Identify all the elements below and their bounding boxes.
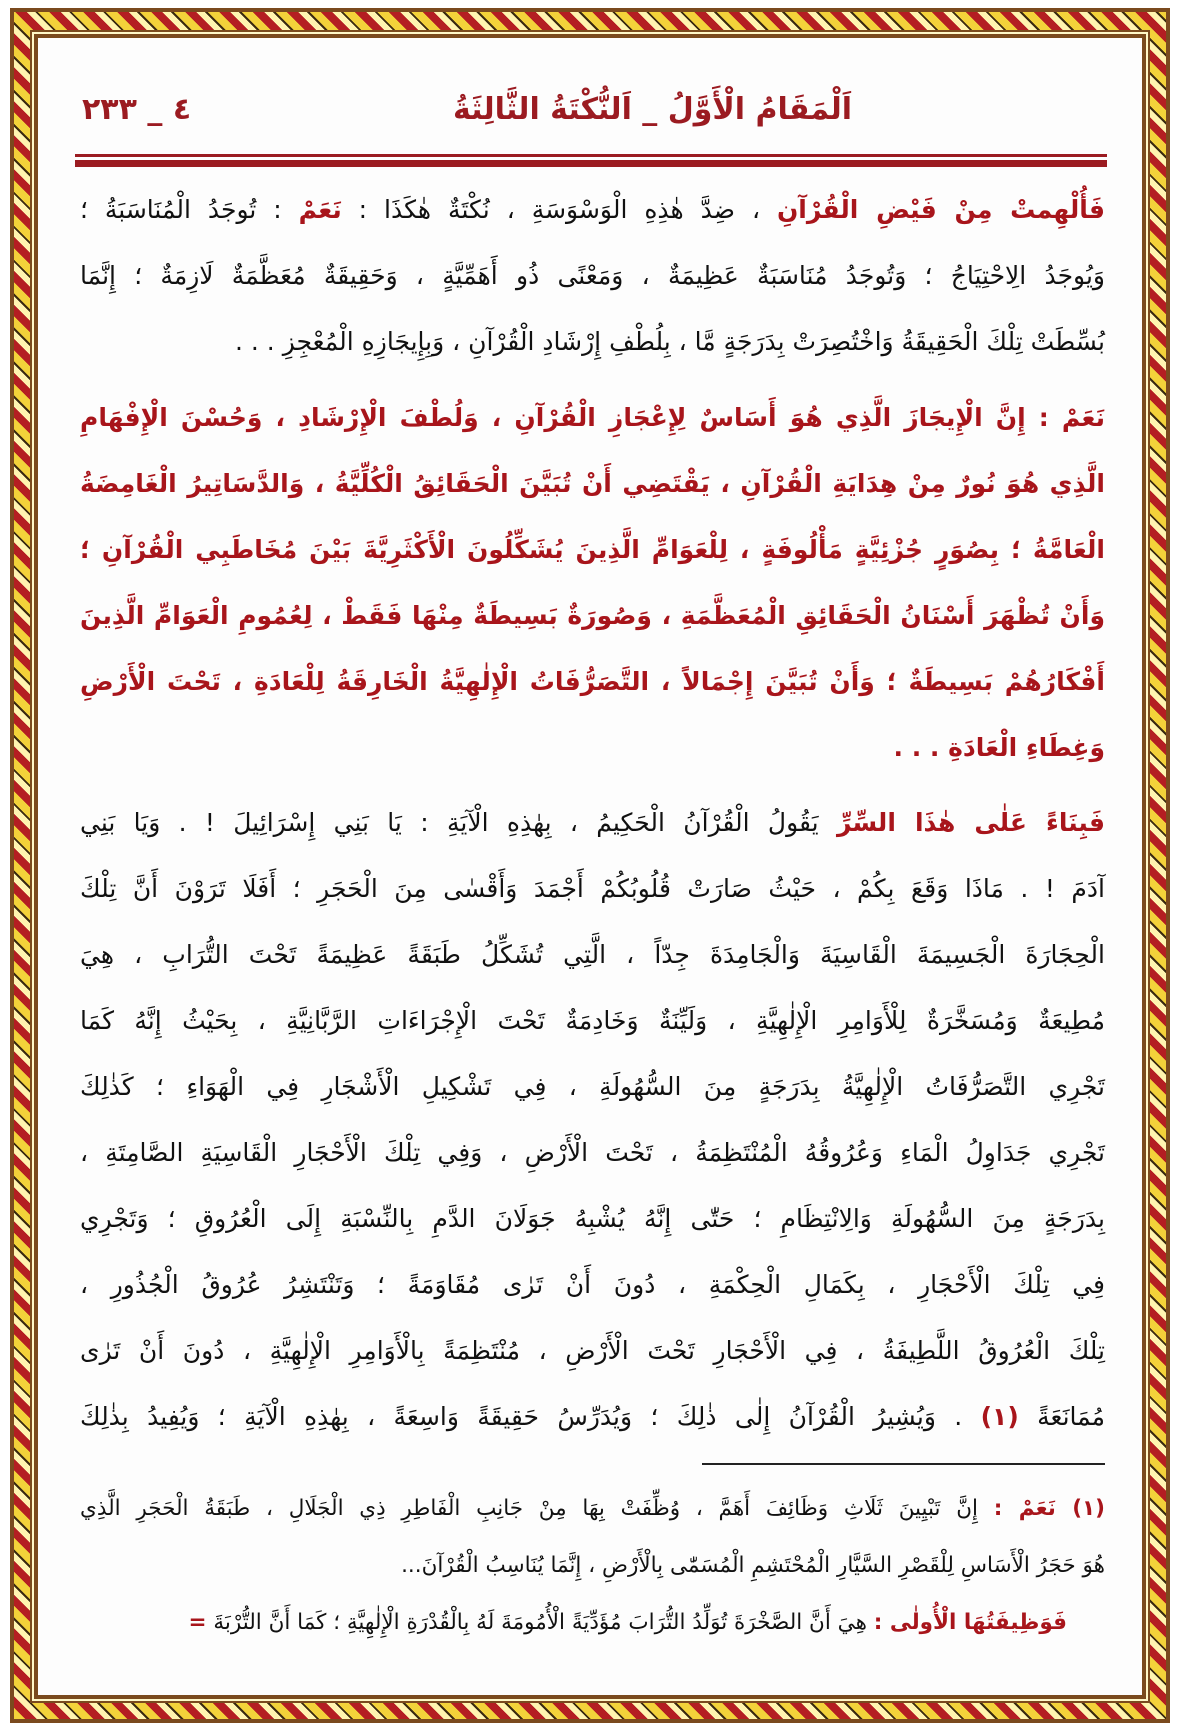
text-segment: ، ضِدَّ هٰذِهِ الْوَسْوَسَةِ ، نُكْتَةٌ هٰكَذَا :	[341, 195, 777, 224]
text-line	[80, 1054, 1105, 1120]
text-segment: الْحِجَارَةَ الْجَسِيمَةَ الْقَاسِيَةَ وَالْجَامِدَةَ جِدّاً ، الَّتِي تُشَكِّلُ طَبَقَةً عَظِيمَةً تَحْتَ التُّرَابِ ، هِيَ	[80, 940, 1105, 969]
text-line	[80, 517, 1105, 583]
text-line	[80, 243, 1105, 309]
paragraph-1	[80, 177, 1105, 375]
text-line	[80, 177, 1105, 243]
paragraph-3	[80, 790, 1105, 1450]
highlighted-text: فَوَظِيفَتُهَا الْأُولٰى :	[873, 1610, 1067, 1635]
text-segment: . وَيُشِيرُ الْقُرْآنُ إِلٰى ذٰلِكَ ؛ وَيُدَرِّسُ حَقِيقَةً وَاسِعَةً ، بِهٰذِهِ الْآيَةِ ؛ وَيُفِيدُ بِذٰلِكَ	[80, 1402, 981, 1431]
text-line	[80, 583, 1105, 649]
text-line	[80, 856, 1105, 922]
text-line	[80, 988, 1105, 1054]
highlighted-text: (١) نَعَمْ :	[993, 1496, 1105, 1521]
text-line	[80, 1537, 1105, 1594]
text-line	[80, 790, 1105, 856]
text-segment: هِيَ أَنَّ الصَّخْرَةَ تُوَلِّدُ التُّرَابَ مُؤَدِّيَةً الْأُمُومَةَ لَهُ بِالْقُدْرَةِ الْإِلٰهِيَّةِ ؛ كَمَا أَنَّ التُّرْبَةَ	[206, 1610, 874, 1635]
highlighted-text: وَأَنْ تُظْهَرَ أَسْنَانُ الْحَقَائِقِ الْمُعَظَّمَةِ ، وَصُورَةٌ بَسِيطَةٌ مِنْهَا فَقَطْ ، لِعُمُومِ الْعَوَامِّ الَّذِينَ	[80, 601, 1105, 630]
text-segment: آدَمَ ! . مَاذَا وَقَعَ بِكُمْ ، حَيْثُ صَارَتْ قُلُوبُكُمْ أَجْمَدَ وَأَقْسٰى مِنَ الْحَجَرِ ؛ أَفَلَا تَرَوْنَ أَنَّ تِلْكَ	[80, 874, 1105, 903]
text-line	[80, 715, 1105, 781]
text-segment: بُسِّطَتْ تِلْكَ الْحَقِيقَةُ وَاخْتُصِرَتْ بِدَرَجَةٍ مَّا ، بِلُطْفِ إِرْشَادِ الْقُرْآنِ ، وَبِإِيجَازِهِ الْمُعْجِزِ . . .	[235, 327, 1105, 356]
highlighted-text: فَبِنَاءً عَلٰى هٰذَا السِّرِّ	[836, 808, 1105, 837]
highlighted-text: الْعَامَّةُ ؛ بِصُوَرٍ جُزْئِيَّةٍ مَأْلُوفَةٍ ، لِلْعَوَامِّ الَّذِينَ يُشَكِّلُونَ الْأَكْثَرِيَّةَ بَيْنَ مُخَاطَبِي الْقُرْآنِ ؛	[80, 535, 1105, 564]
highlighted-text: (١)	[980, 1402, 1019, 1431]
highlighted-text: فَأُلْهِمتْ مِنْ فَيْضِ الْقُرْآنِ	[776, 195, 1105, 224]
text-segment: : تُوجَدُ الْمُنَاسَبَةُ ؛	[80, 195, 299, 224]
header-rule-thin	[75, 154, 1107, 157]
text-line	[80, 385, 1105, 451]
text-segment: تَجْرِي جَدَاوِلُ الْمَاءِ وَعُرُوقُهُ الْمُنْتَظِمَةُ ، تَحْتَ الْأَرْضِ ، وَفِي تِلْكَ الْأَحْجَارِ الْقَاسِيَةِ الصَّامِتَةِ ،	[80, 1138, 1105, 1167]
text-line	[80, 309, 1105, 375]
text-segment: مُطِيعَةٌ وَمُسَخَّرَةٌ لِلْأَوَامِرِ الْإِلٰهِيَّةِ ، وَلَيِّنَةٌ وَخَادِمَةٌ تَحْتَ الْإِجْرَاءَاتِ الرَّبَّانِيَّةِ ، بِحَيْثُ إِنَّهُ كَمَا	[80, 1006, 1105, 1035]
text-line	[80, 1384, 1105, 1450]
footnote-divider	[702, 1463, 1105, 1465]
highlighted-text: أَفْكَارُهُمْ بَسِيطَةٌ ؛ وَأَنْ تُبَيَّنَ إِجْمَالاً ، التَّصَرُّفَاتُ الْإِلٰهِيَّةُ الْخَارِقَةُ لِلْعَادَةِ ، تَحْتَ الْأَرْضِ	[80, 667, 1105, 696]
highlighted-text: الَّذِي هُوَ نُورٌ مِنْ هِدَايَةِ الْقُرْآنِ ، يَقْتَضِي أَنْ تُبَيَّنَ الْحَقَائِقُ الْكُلِّيَّةُ ، وَالدَّسَاتِيرُ الْغَامِضَةُ	[80, 469, 1105, 498]
paragraph-2	[80, 385, 1105, 781]
highlighted-text: نَعَمْ : إِنَّ الْإِيجَازَ الَّذِي هُوَ أَسَاسٌ لِإِعْجَازِ الْقُرْآنِ ، وَلُطْفَ الْإِرْشَادِ ، وَحُسْنَ الْإِفْهَامِ	[80, 403, 1105, 432]
text-segment: تَجْرِي التَّصَرُّفَاتُ الْإِلٰهِيَّةُ بِدَرَجَةٍ مِنَ السُّهُولَةِ ، فِي تَشْكِيلِ الْأَشْجَارِ فِي الْهَوَاءِ ؛ كَذٰلِكَ	[80, 1072, 1105, 1101]
page-header-title: اَلْمَقَامُ الْأَوَّلُ _ اَلنُّكْتَةُ الثَّالِثَةُ	[452, 92, 852, 127]
header-rule-thick	[75, 160, 1107, 167]
highlighted-text: =	[188, 1610, 207, 1635]
text-segment: تِلْكَ الْعُرُوقُ اللَّطِيفَةُ ، فِي الْأَحْجَارِ تَحْتَ الْأَرْضِ ، مُنْتَظِمَةً بِالْأَوَامِرِ الْإِلٰهِيَّةِ ، دُونَ أَنْ تَرٰى	[80, 1336, 1105, 1365]
text-line	[80, 649, 1105, 715]
text-segment: بِدَرَجَةٍ مِنَ السُّهُولَةِ وَالِانْتِظَامِ ؛ حَتّٰى إِنَّهُ يُشْبِهُ جَوَلَانَ الدَّمِ بِالنِّسْبَةِ إِلَى الْعُرُوقِ ؛ وَتَجْرِي	[80, 1204, 1105, 1233]
text-segment: فِي تِلْكَ الْأَحْجَارِ ، بِكَمَالِ الْحِكْمَةِ ، دُونَ أَنْ تَرٰى مُقَاوَمَةً ؛ وَتَنْتَشِرُ عُرُوقُ الْجُذُورِ ،	[80, 1270, 1105, 1299]
text-segment: هُوَ حَجَرُ الْأَسَاسِ لِلْقَصْرِ السَّيَّارِ الْمُحْتَشِمِ الْمُسَمّٰى بِالْأَرْضِ ، إِنَّمَا يُنَاسِبُ الْقُرْآنَ...	[401, 1553, 1105, 1578]
highlighted-text: وَغِطَاءِ الْعَادَةِ . . .	[893, 733, 1105, 762]
highlighted-text: نَعَمْ	[298, 195, 342, 224]
text-line	[80, 1318, 1105, 1384]
text-segment: مُمَانَعَةً	[1018, 1402, 1105, 1431]
text-segment: يَقُولُ الْقُرْآنُ الْحَكِيمُ ، بِهٰذِهِ الْآيَةِ : يَا بَنِي إِسْرَائِيلَ ! . وَيَا بَنِي	[80, 808, 837, 837]
text-line	[80, 1186, 1105, 1252]
footnotes	[80, 1480, 1105, 1651]
text-line	[80, 1252, 1105, 1318]
text-line	[80, 451, 1105, 517]
text-segment: وَيُوجَدُ الِاحْتِيَاجُ ؛ وَتُوجَدُ مُنَاسَبَةٌ عَظِيمَةٌ ، وَمَعْنًى ذُو أَهَمِّيَّةٍ ، وَحَقِيقَةٌ مُعَظَّمَةٌ لَازِمَةٌ ؛ إِنَّمَا	[80, 261, 1105, 290]
text-line	[80, 1594, 1105, 1651]
text-line	[80, 922, 1105, 988]
text-line	[80, 1480, 1105, 1537]
page-number: ٤ _ ٢٣٣	[82, 92, 192, 127]
text-segment: إِنَّ تَبْيِينَ ثَلَاثِ وَظَائِفَ أَهَمَّ ، وُظِّفَتْ بِهَا مِنْ جَانِبِ الْفَاطِرِ ذِي الْجَلَالِ ، طَبَقَةُ الْحَجَرِ الَّذِي	[80, 1496, 994, 1521]
text-line	[80, 1120, 1105, 1186]
